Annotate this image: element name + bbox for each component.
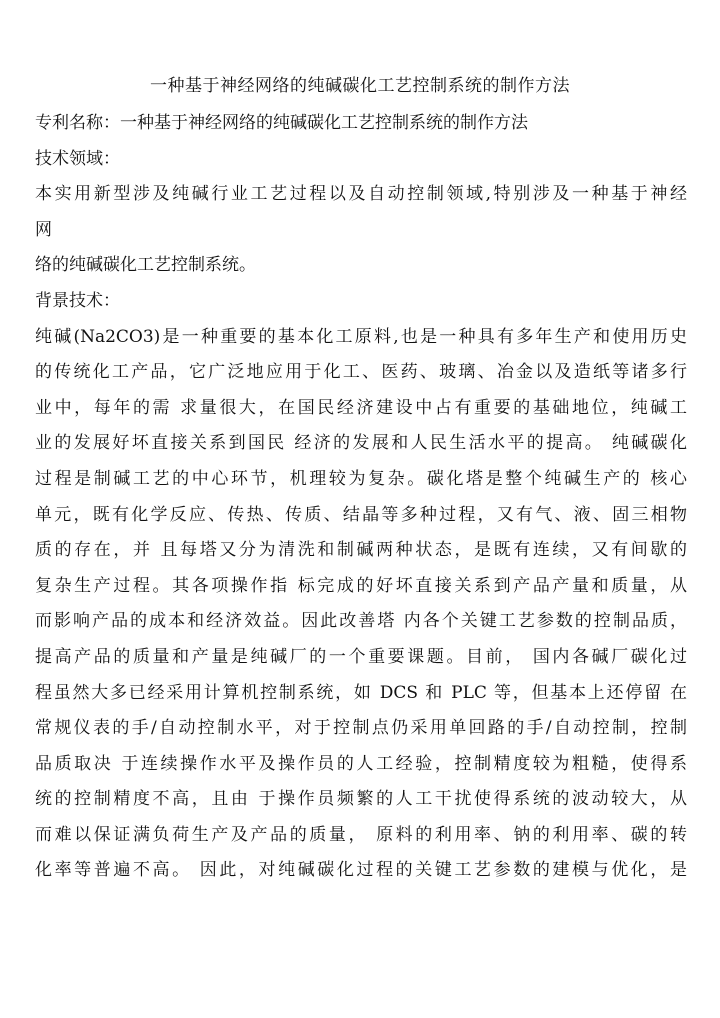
patent-name-line: 专利名称：一种基于神经网络的纯碱碳化工艺控制系统的制作方法	[35, 113, 528, 133]
paragraph-line: 纯碱(Na2CO3)是一种重要的基本化工原料,也是一种具有多年生产和使用历史	[35, 326, 687, 347]
paragraph-line: 程虽然大多已经采用计算机控制系统，如 DCS 和 PLC 等，但基本上还停留 在	[35, 682, 687, 703]
paragraph-line: 的传统化工产品，它广泛地应用于化工、医药、玻璃、冶金以及造纸等诸多行	[35, 362, 687, 383]
document-body	[35, 106, 687, 889]
paragraph-line: 网	[35, 219, 52, 240]
paragraph-line: 复杂生产过程。其各项操作指 标完成的好坏直接关系到产品产量和质量，从	[35, 575, 687, 596]
paragraph-line: 提高产品的质量和产量是纯碱厂的一个重要课题。目前， 国内各碱厂碳化过	[35, 646, 687, 667]
section-heading-background: 背景技术：	[35, 290, 120, 311]
paragraph-line: 络的纯碱碳化工艺控制系统。	[35, 255, 256, 276]
paragraph-line: 单元，既有化学反应、传热、传质、结晶等多种过程，又有气、液、固三相物	[35, 504, 687, 525]
paragraph-line: 业中，每年的需 求量很大，在国民经济建设中占有重要的基础地位，纯碱工	[35, 397, 687, 418]
section-heading-technical-field: 技术领域：	[35, 148, 120, 169]
paragraph-line: 化率等普遍不高。 因此，对纯碱碳化过程的关键工艺参数的建模与优化，是	[35, 860, 687, 881]
paragraph-line: 过程是制碱工艺的中心环节，机理较为复杂。碳化塔是整个纯碱生产的 核心	[35, 468, 687, 489]
paragraph-line: 业的发展好坏直接关系到国民 经济的发展和人民生活水平的提高。 纯碱碳化	[35, 433, 687, 454]
paragraph-line: 品质取决 于连续操作水平及操作员的人工经验，控制精度较为粗糙，使得系	[35, 753, 687, 774]
paragraph-line: 质的存在，并 且每塔又分为清洗和制碱两种状态，是既有连续，又有间歇的	[35, 540, 687, 561]
paragraph-line: 而影响产品的成本和经济效益。因此改善塔 内各个关键工艺参数的控制品质，	[35, 611, 687, 632]
paragraph-line: 常规仪表的手/自动控制水平，对于控制点仍采用单回路的手/自动控制，控制	[35, 718, 687, 739]
document-title: 一种基于神经网络的纯碱碳化工艺控制系统的制作方法	[150, 76, 570, 96]
paragraph-line: 本实用新型涉及纯碱行业工艺过程以及自动控制领域,特别涉及一种基于神经	[35, 184, 687, 205]
paragraph-line: 统的控制精度不高，且由 于操作员频繁的人工干扰使得系统的波动较大，从	[35, 789, 687, 810]
paragraph-line: 而难以保证满负荷生产及产品的质量， 原料的利用率、钠的利用率、碳的转	[35, 824, 687, 845]
